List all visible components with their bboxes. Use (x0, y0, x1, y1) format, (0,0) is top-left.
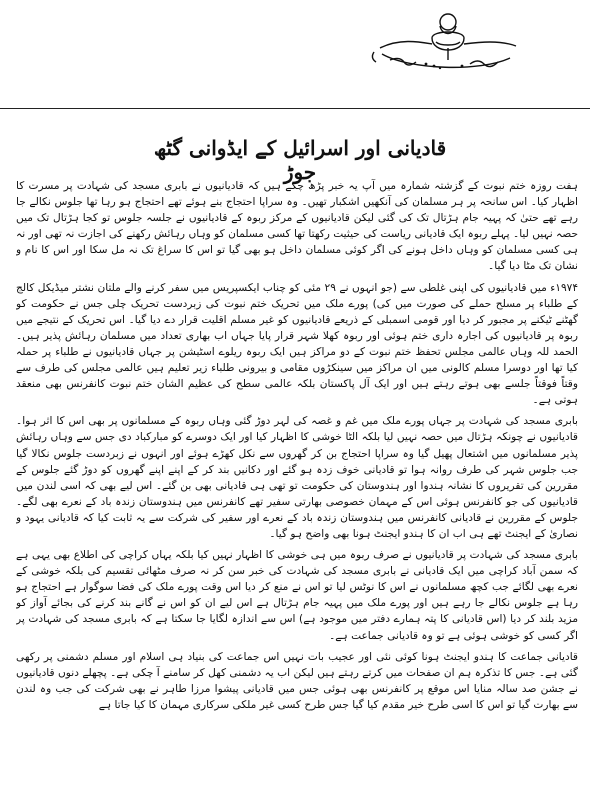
paragraph: ۱۹۷۴ء میں قادیانیوں کی اپنی غلطی سے (جو انہوں نے ۲۹ مئی کو چناب ایکسپریس میں سفر کرنے والے ملتان نشتر میڈیکل کالج کے طلباء پر مسلح حملے کی صورت میں کی) پورے ملک میں تحریک ختم نبوت کی زبردست تحریک چلی جس نے حکومت کو گھٹنے ٹیکنے پر مجبور کر دیا اور قومی اسمبلی کے ذریعے قادیانیوں کو غیر مسلم اقلیت قرار دے دیا گیا۔ اس تحریک کے نتیجے میں ربوہ پر قادیانیوں کی اجارہ داری ختم ہوئی اور ربوہ کھلا شہر قرار پایا جہاں اب بھاری تعداد میں مسلمان رہائش پذیر ہیں۔ الحمد للہ وہاں عالمی مجلس تحفظ ختم نبوت کے دو مراکز ہیں ایک ربوہ ریلوے اسٹیشن پر جہاں قادیانیوں نے طلباء پر حملہ کیا تھا اور دوسرا مسلم کالونی میں ان مراکز میں سینکڑوں مقامی و بیرونی طلباء زیر تعلیم ہیں عالمی مجلس کی طرف سے وقتاً فوقتاً جلسے بھی ہوتے رہتے ہیں اور ایک آل پاکستان بلکہ عالمی سطح کی عظیم الشان ختم نبوت کانفرنس بھی منعقد ہوتی ہے۔ (16, 281, 578, 407)
calligraphic-emblem-icon (370, 8, 520, 80)
paragraph: قادیانی جماعت کا ہندو ایجنٹ ہونا کوئی نئی اور عجیب بات نہیں اس جماعت کی بنیاد ہی اسلام اور مسلم دشمنی پر رکھی گئی ہے۔ جس کا تذکرہ ہم ان صفحات میں کرتے رہتے ہیں لیکن اب یہ دشمنی کھل کر سامنے آ چکی ہے۔ پچھلے دنوں قادیانیوں نے جشن صد سالہ منایا اس موقع پر کانفرنس بھی ہوئی جس میں قادیانی پیشوا مرزا طاہر نے بھی شرکت کی جب وہ لندن سے بھارت گیا تو اس کا اسی طرح خیر مقدم کیا گیا جس طرح کسی غیر ملکی سرکاری مہمان کا کیا جاتا ہے (16, 650, 578, 711)
paragraph: ہفت روزہ ختم نبوت کے گزشتہ شمارہ میں آپ یہ خبر پڑھ چکے ہیں کہ قادیانیوں نے بابری مسجد کی شہادت پر مسرت کا اظہار کیا۔ اس سانحہ پر ہر مسلمان کی آنکھیں اشکبار تھیں۔ وہ سراپا احتجاج بنے ہوئے تھے احتجاج ہو رہا تھا جلوس نکالے جا رہے تھے حتیٰ کہ پہیہ جام ہڑتال تک کی گئی لیکن قادیانیوں کے مرکز ربوہ کے قادیانیوں نے جلسہ جلوس تو کجا ہڑتال تک میں حصہ نہیں لیا۔ پہلے ربوہ ایک قادیانی ریاست کی حیثیت رکھتا تھا کسی مسلمان کو وہاں رہائش رکھنے کی اجازت نہ تھی اور نہ ہی کسی مسلمان کو وہاں داخل ہونے کی اگر کوئی مسلمان داخل ہو بھی گیا تو اس کا سراغ تک نہ مل سکا اور اس کا نام و نشان تک مٹا دیا گیا۔ (16, 180, 578, 273)
paragraph: بابری مسجد کی شہادت پر قادیانیوں نے صرف ربوہ میں ہی خوشی کا اظہار نہیں کیا بلکہ یہاں کراچی کی اطلاع بھی یہی ہے کہ سمن آباد کراچی میں ایک قادیانی نے بابری مسجد کی شہادت کی خبر سن کر نہ صرف مٹھائی تقسیم کی بلکہ خوشی کے نعرے بھی لگائے جب کچھ مسلمانوں نے اس کا نوٹس لیا تو اس نے منع کر دیا اس وقت پورے ملک کی فضا سوگوار ہے احتجاج ہو رہا ہے جلوس نکالے جا رہے ہیں اور پورے ملک میں پہیہ جام ہڑتال ہے اس لیے ان کو اس نے گانے بند کرنے کی بجائے آواز کو مزید بلند کر دیا (اس قادیانی کا پتہ ہمارے دفتر میں موجود ہے) اس سے اندازہ لگایا جا سکتا ہے کہ بابری مسجد کی شہادت پر اگر کسی کو خوشی ہوئی ہے تو وہ قادیانی جماعت ہے۔ (16, 549, 578, 642)
header-divider (0, 108, 590, 109)
article-body (16, 178, 578, 788)
paragraph: بابری مسجد کی شہادت پر جہاں پورے ملک میں غم و غصہ کی لہر دوڑ گئی وہاں ربوہ کے مسلمانوں پر بھی اس کا اثر ہوا۔ قادیانیوں نے چونکہ ہڑتال میں حصہ نہیں لیا بلکہ الٹا خوشی کا اظہار کیا اور ایک دوسرے کو مبارکباد دی جس سے وہاں رہائش پذیر مسلمانوں میں اشتعال پھیل گیا وہ سراپا احتجاج بن کر گھروں سے نکل کھڑے ہوئے اور انہوں نے زبردست جلوس نکالا گیا جب جلوس شہر کی طرف روانہ ہوا تو قادیانی خوف زدہ ہو گئے اور دکانیں بند کر کے اپنے اپنے گھروں کو دوڑ گئے جلوس کے مقررین کی تقریروں کا نشانہ ہندوا اور ہندوستان کی حکومت تو تھی ہی قادیانی بھی بن گئے۔ اس لیے بھی کہ اسی لندن میں قادیانیوں کی جو کانفرنس ہوئی اس کے مہمان خصوصی بھارتی سفیر تھے کانفرنس میں ہندوستان زندہ باد کے نعرے بھی لگے۔ جلوس کے مقررین نے قادیانی کانفرنس میں ہندوستان زندہ باد کے نعرے اور سفیر کی شرکت سے یہ ثابت کیا کہ قادیانی یہود و نصاریٰ کے ایجنٹ تھے ہی اب ان کا ہندو ایجنٹ ہونا بھی واضح ہو گیا۔ (16, 415, 578, 540)
page-title: قادیانی اور اسرائیل کے ایڈوانی گٹھ جوڑ (153, 136, 447, 184)
